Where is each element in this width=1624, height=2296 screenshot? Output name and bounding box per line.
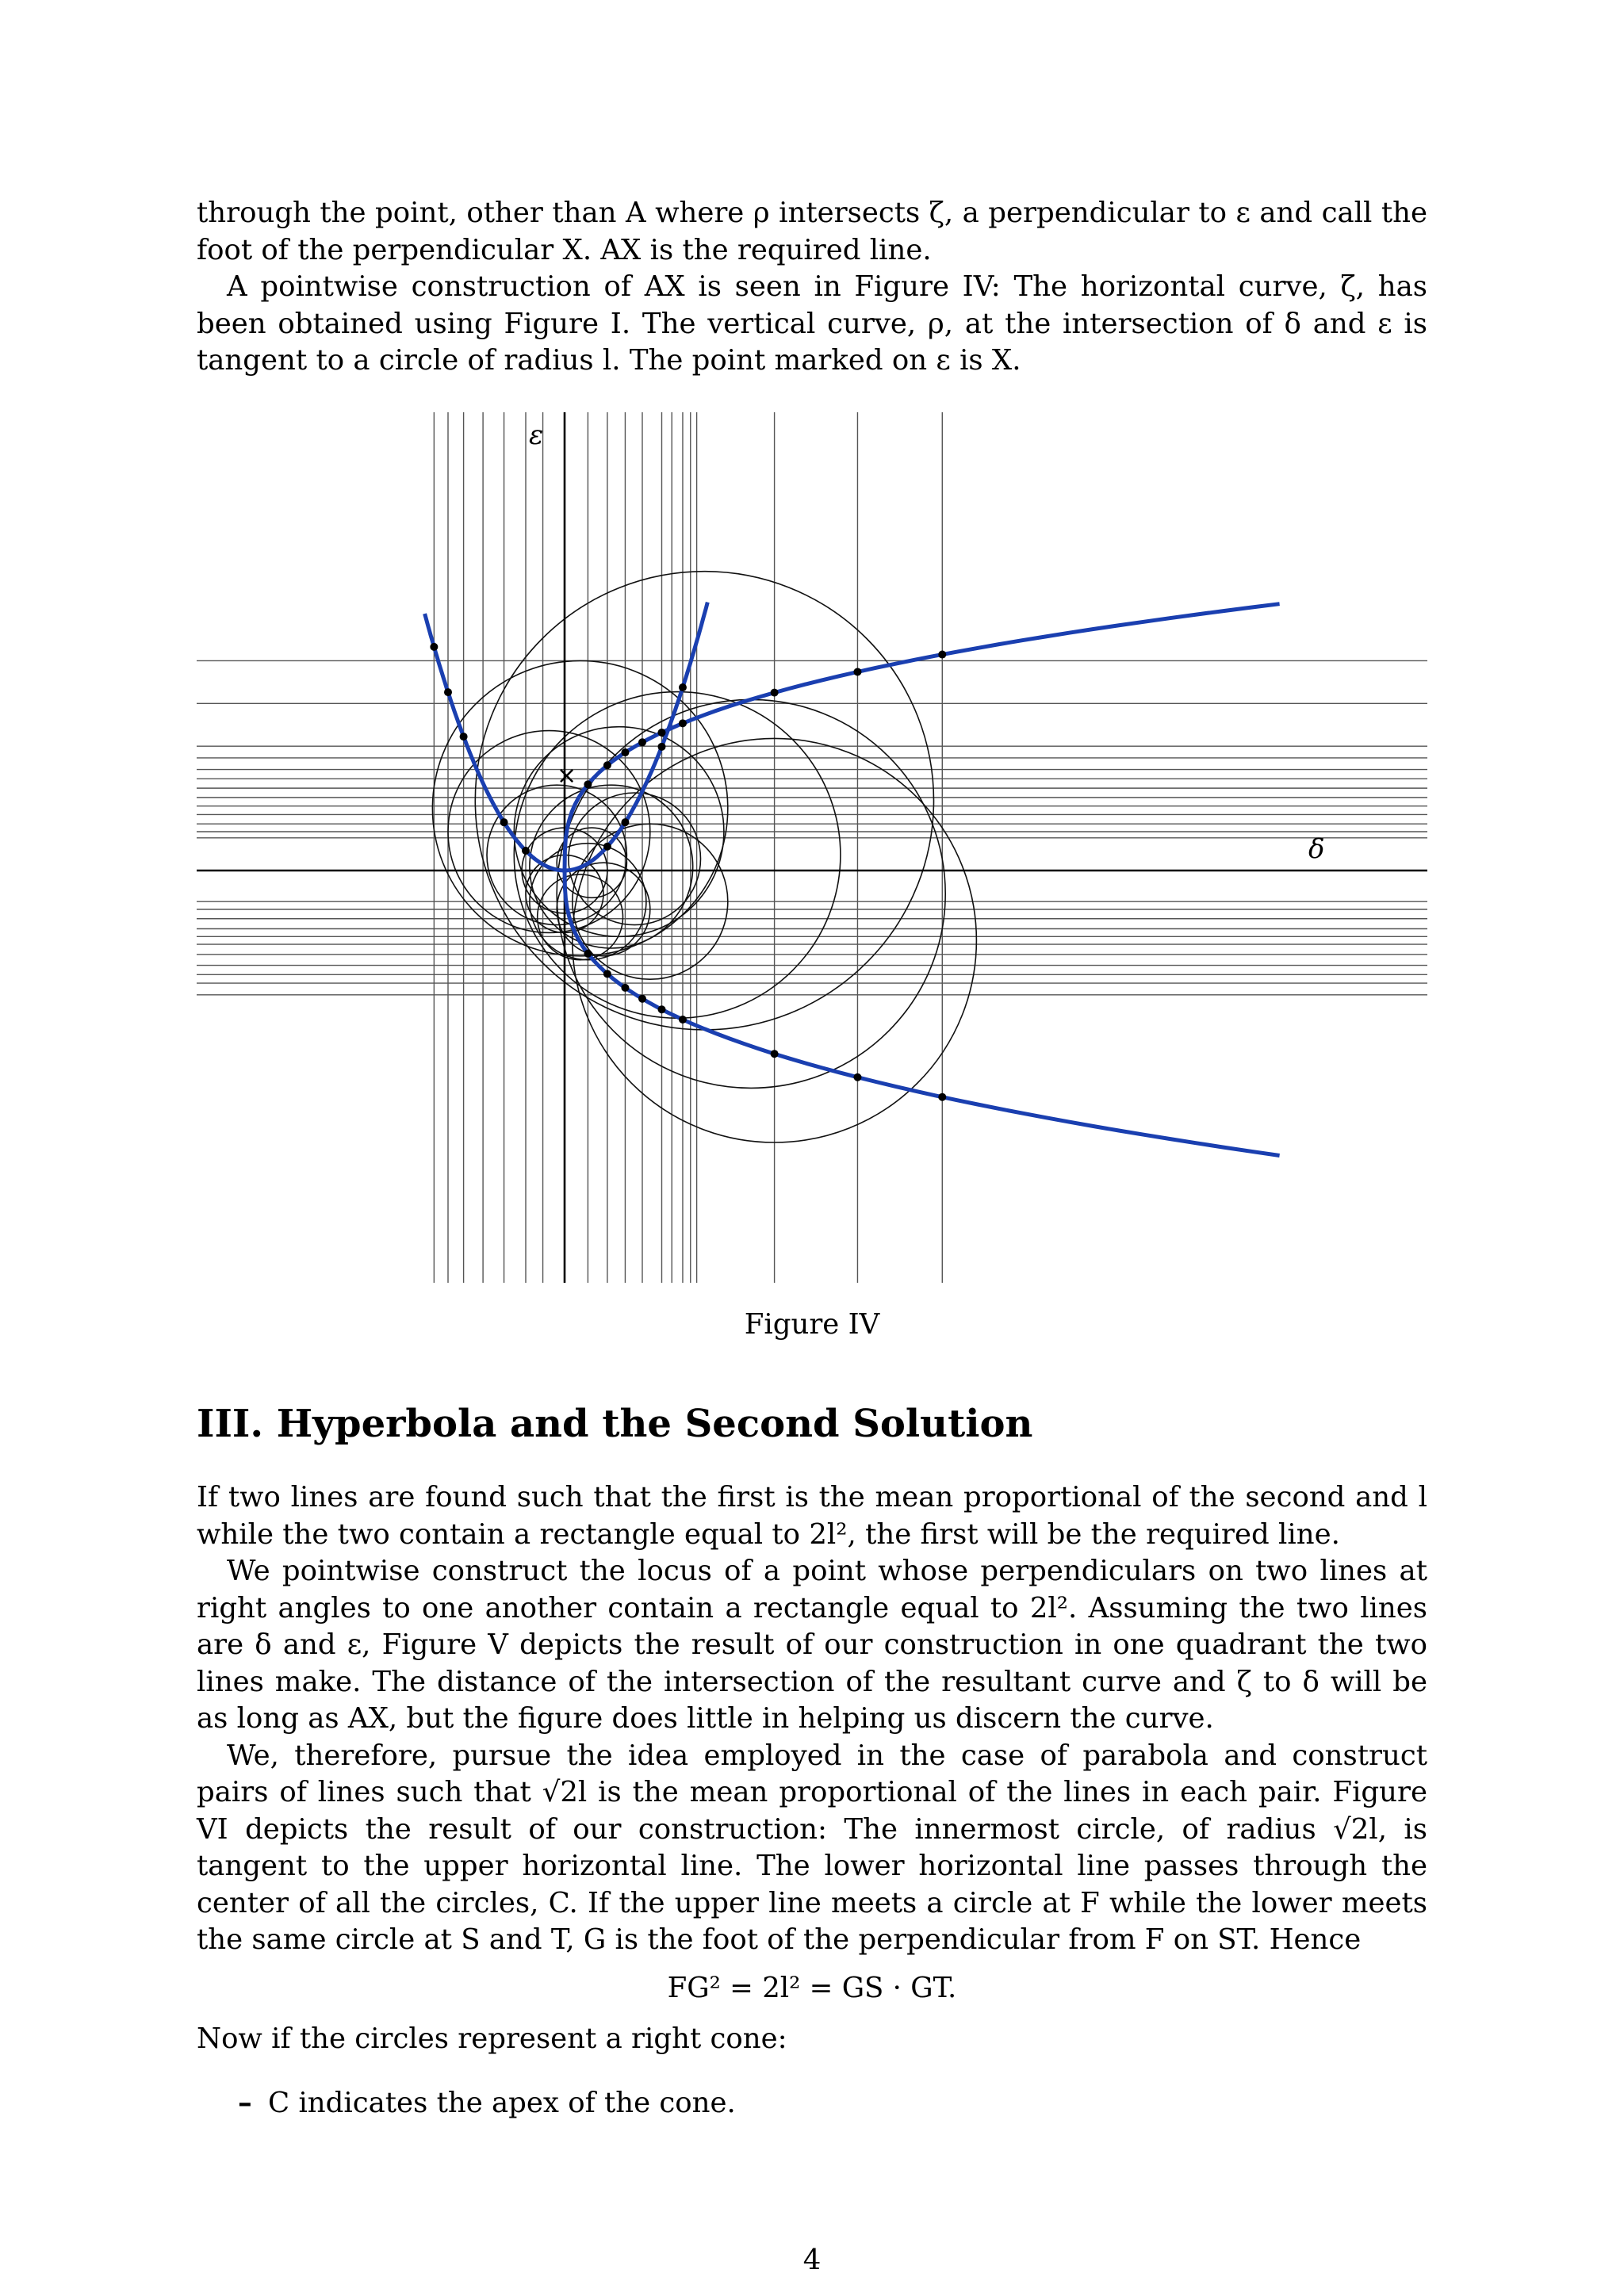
- lower-branch-point: [658, 1005, 666, 1013]
- bullet-text: C indicates the apex of the cone.: [268, 2086, 736, 2119]
- construction-circle: [432, 660, 727, 955]
- upper-branch-point: [603, 761, 611, 769]
- parabola-point: [460, 733, 468, 740]
- upper-branch-point: [938, 651, 946, 659]
- construction-circle: [475, 572, 933, 1030]
- lower-branch-point: [603, 970, 611, 978]
- parabola-point: [444, 688, 452, 696]
- paragraph-figure-iv-intro: A pointwise construction of AX is seen in Figure IV: The horizontal curve, ζ, has been obtained using Figure I. The vertical curve, ρ, at the intersection of δ and ε is tangent to a circle of radius l. The point marked on ε is X.: [197, 270, 1427, 377]
- parabola-point: [658, 743, 666, 751]
- equation: FG² = 2l² = GS · GT.: [667, 1971, 957, 2004]
- construction-grid: [197, 412, 1427, 1283]
- page-number: 4: [802, 2244, 822, 2276]
- upper-branch-point: [679, 719, 687, 727]
- paragraph-4: Now if the circles represent a right cone:: [197, 2022, 787, 2055]
- paragraph-continuation: through the point, other than A where ρ intersects ζ, a perpendicular to ε and call the foot of the perpendicular X. AX is the required line.: [197, 197, 1427, 266]
- parabola-point: [522, 847, 530, 855]
- upper-branch-point: [621, 748, 629, 756]
- paragraph-2: We pointwise construct the locus of a point whose perpendiculars on two lines at right angles to one another contain a rectangle equal to 2l². Assuming the two lines are δ and ε, Figure V depicts the result of our construction in one quadrant the two lines make. The distance of the intersection of the resultant curve and ζ to δ will be as long as AX, but the figure does little in helping us discern the curve.: [197, 1555, 1427, 1735]
- axes: [197, 412, 1427, 1283]
- lower-branch-point: [938, 1093, 946, 1101]
- bullet-item: [197, 2085, 1427, 2122]
- lower-branch-point: [584, 950, 592, 958]
- section-title: III. Hyperbola and the Second Solution: [197, 1402, 1033, 1446]
- epsilon-label: ε: [529, 419, 544, 451]
- parabola-point: [603, 843, 611, 851]
- upper-branch-point: [771, 689, 779, 697]
- lower-branch-point: [853, 1073, 861, 1081]
- delta-label: δ: [1308, 833, 1325, 865]
- upper-branch-point: [638, 738, 646, 746]
- upper-branch-point: [658, 729, 666, 737]
- upper-branch-point: [853, 668, 861, 675]
- parabola-point: [430, 643, 438, 651]
- figure-caption: Figure IV: [744, 1308, 880, 1341]
- section-body: [197, 1479, 1427, 2122]
- paragraph-1: If two lines are found such that the first is the mean proportional of the second and l while the two contain a rectangle equal to 2l², the first will be the required line.: [197, 1481, 1427, 1551]
- lower-branch-point: [679, 1016, 687, 1024]
- parabola-point: [621, 818, 629, 826]
- parabola-point: [500, 818, 508, 826]
- construction-points: [430, 643, 946, 1101]
- x-point-marker: ×: [557, 762, 577, 790]
- lower-branch-point: [638, 995, 646, 1003]
- lower-branch-point: [771, 1050, 779, 1058]
- lower-branch-point: [621, 984, 629, 992]
- upper-branch-point: [584, 780, 592, 788]
- paragraph-3: We, therefore, pursue the idea employed in the case of parabola and construct pairs of lines such that √2l is the mean proportional of the lines in each pair. Figure VI depicts the result of our construction: The innermost circle, of radius √2l, is tangent to the upper horizontal line. The lower horizontal line passes through the center of all the circles, C. If the upper line meets a circle at F while the lower meets the same circle at S and T, G is the foot of the perpendicular from F on ST. Hence: [197, 1739, 1427, 1956]
- construction-circles: [432, 572, 976, 1142]
- blue-curves: [425, 603, 1280, 1156]
- bullet-mark: –: [238, 2086, 252, 2119]
- parabola-point: [679, 683, 687, 691]
